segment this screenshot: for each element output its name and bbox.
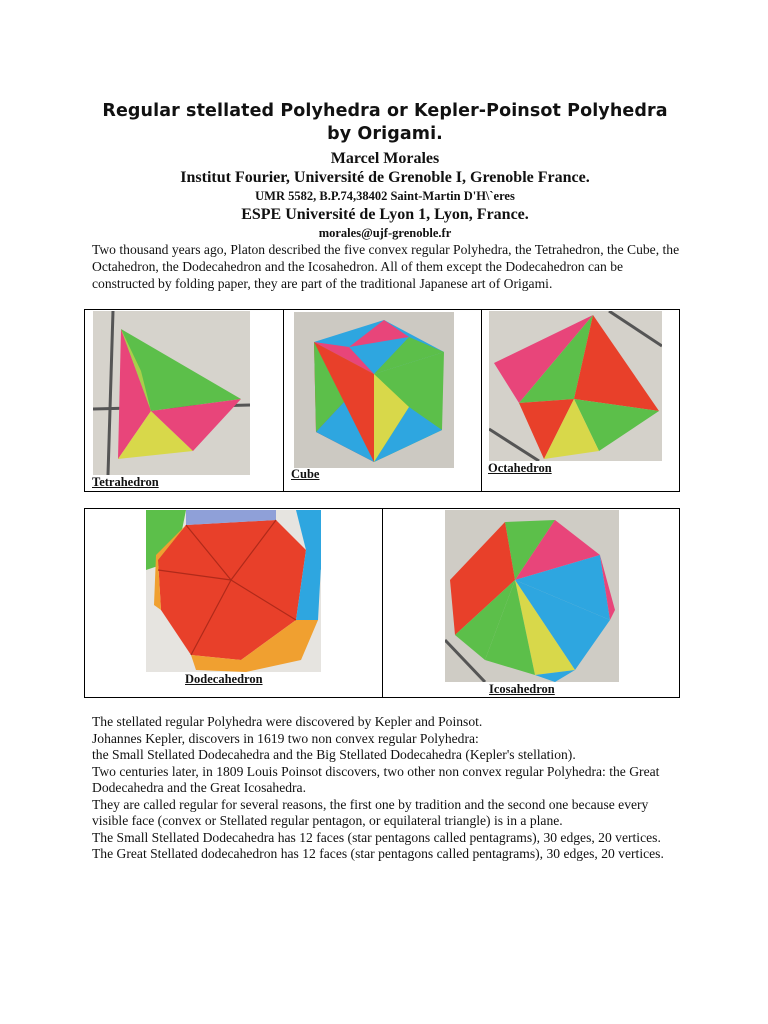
body-line: Two centuries later, in 1809 Louis Poinsot discovers, two other non convex regular Polyhedra: the Great Dodecahedra and the Great Icosahedra. bbox=[92, 763, 660, 795]
figure-cell-divider bbox=[382, 509, 383, 697]
tetrahedron-photo bbox=[93, 311, 250, 475]
figure-cell-divider bbox=[481, 310, 482, 491]
caption-dodecahedron: Dodecahedron bbox=[185, 672, 263, 686]
affiliation-grenoble: Institut Fourier, Université de Grenoble I, Grenoble France. bbox=[180, 169, 590, 186]
body-line: The stellated regular Polyhedra were discovered by Kepler and Poinsot. bbox=[92, 714, 483, 729]
body-line: the Small Stellated Dodecahedra and the Big Stellated Dodecahedra (Kepler's stellation). bbox=[92, 747, 576, 762]
figure-table-row1 bbox=[84, 309, 680, 492]
figure-cell-divider bbox=[283, 310, 284, 491]
body-line: The Small Stellated Dodecahedra has 12 faces (star pentagons called pentagrams), 30 edges, 20 vertices. bbox=[92, 829, 661, 845]
intro-paragraph: Two thousand years ago, Platon described the five convex regular Polyhedra, the Tetrahedron, the Cube, the Octahedron, the Dodecahedron and the Icosahedron. All of them except the Dodecahedron can be constructed by folding paper, they are part of the traditional Japanese art of Origami. bbox=[92, 242, 680, 291]
cube-photo bbox=[294, 312, 454, 468]
affiliation-lyon: ESPE Université de Lyon 1, Lyon, France. bbox=[241, 206, 529, 223]
figure-table-row2 bbox=[84, 508, 680, 698]
author-email[interactable]: morales@ujf-grenoble.fr bbox=[318, 226, 452, 240]
icosahedron-photo bbox=[445, 510, 619, 682]
body-line: They are called regular for several reasons, the first one by tradition and the second one because every visible face (convex or Stellated regular pentagon, or equilateral triangle) is in a plane. bbox=[92, 796, 649, 828]
body-line: The Great Stellated dodecahedron has 12 faces (star pentagons called pentagrams), 30 edges, 20 vertices. bbox=[92, 846, 664, 861]
octahedron-photo bbox=[489, 311, 662, 461]
author-name: Marcel Morales bbox=[330, 150, 440, 167]
body-line: Johannes Kepler, discovers in 1619 two non convex regular Polyhedra: bbox=[92, 730, 479, 746]
body-paragraphs bbox=[92, 714, 682, 863]
caption-cube: Cube bbox=[291, 467, 320, 481]
dodecahedron-photo bbox=[146, 510, 321, 672]
caption-octahedron: Octahedron bbox=[488, 461, 552, 475]
page-title: Regular stellated Polyhedra or Kepler-Poinsot Polyhedra by Origami. bbox=[102, 101, 668, 144]
caption-icosahedron: Icosahedron bbox=[489, 682, 555, 696]
caption-tetrahedron: Tetrahedron bbox=[92, 475, 159, 489]
affiliation-address: UMR 5582, B.P.74,38402 Saint-Martin D'H\`eres bbox=[255, 189, 515, 203]
